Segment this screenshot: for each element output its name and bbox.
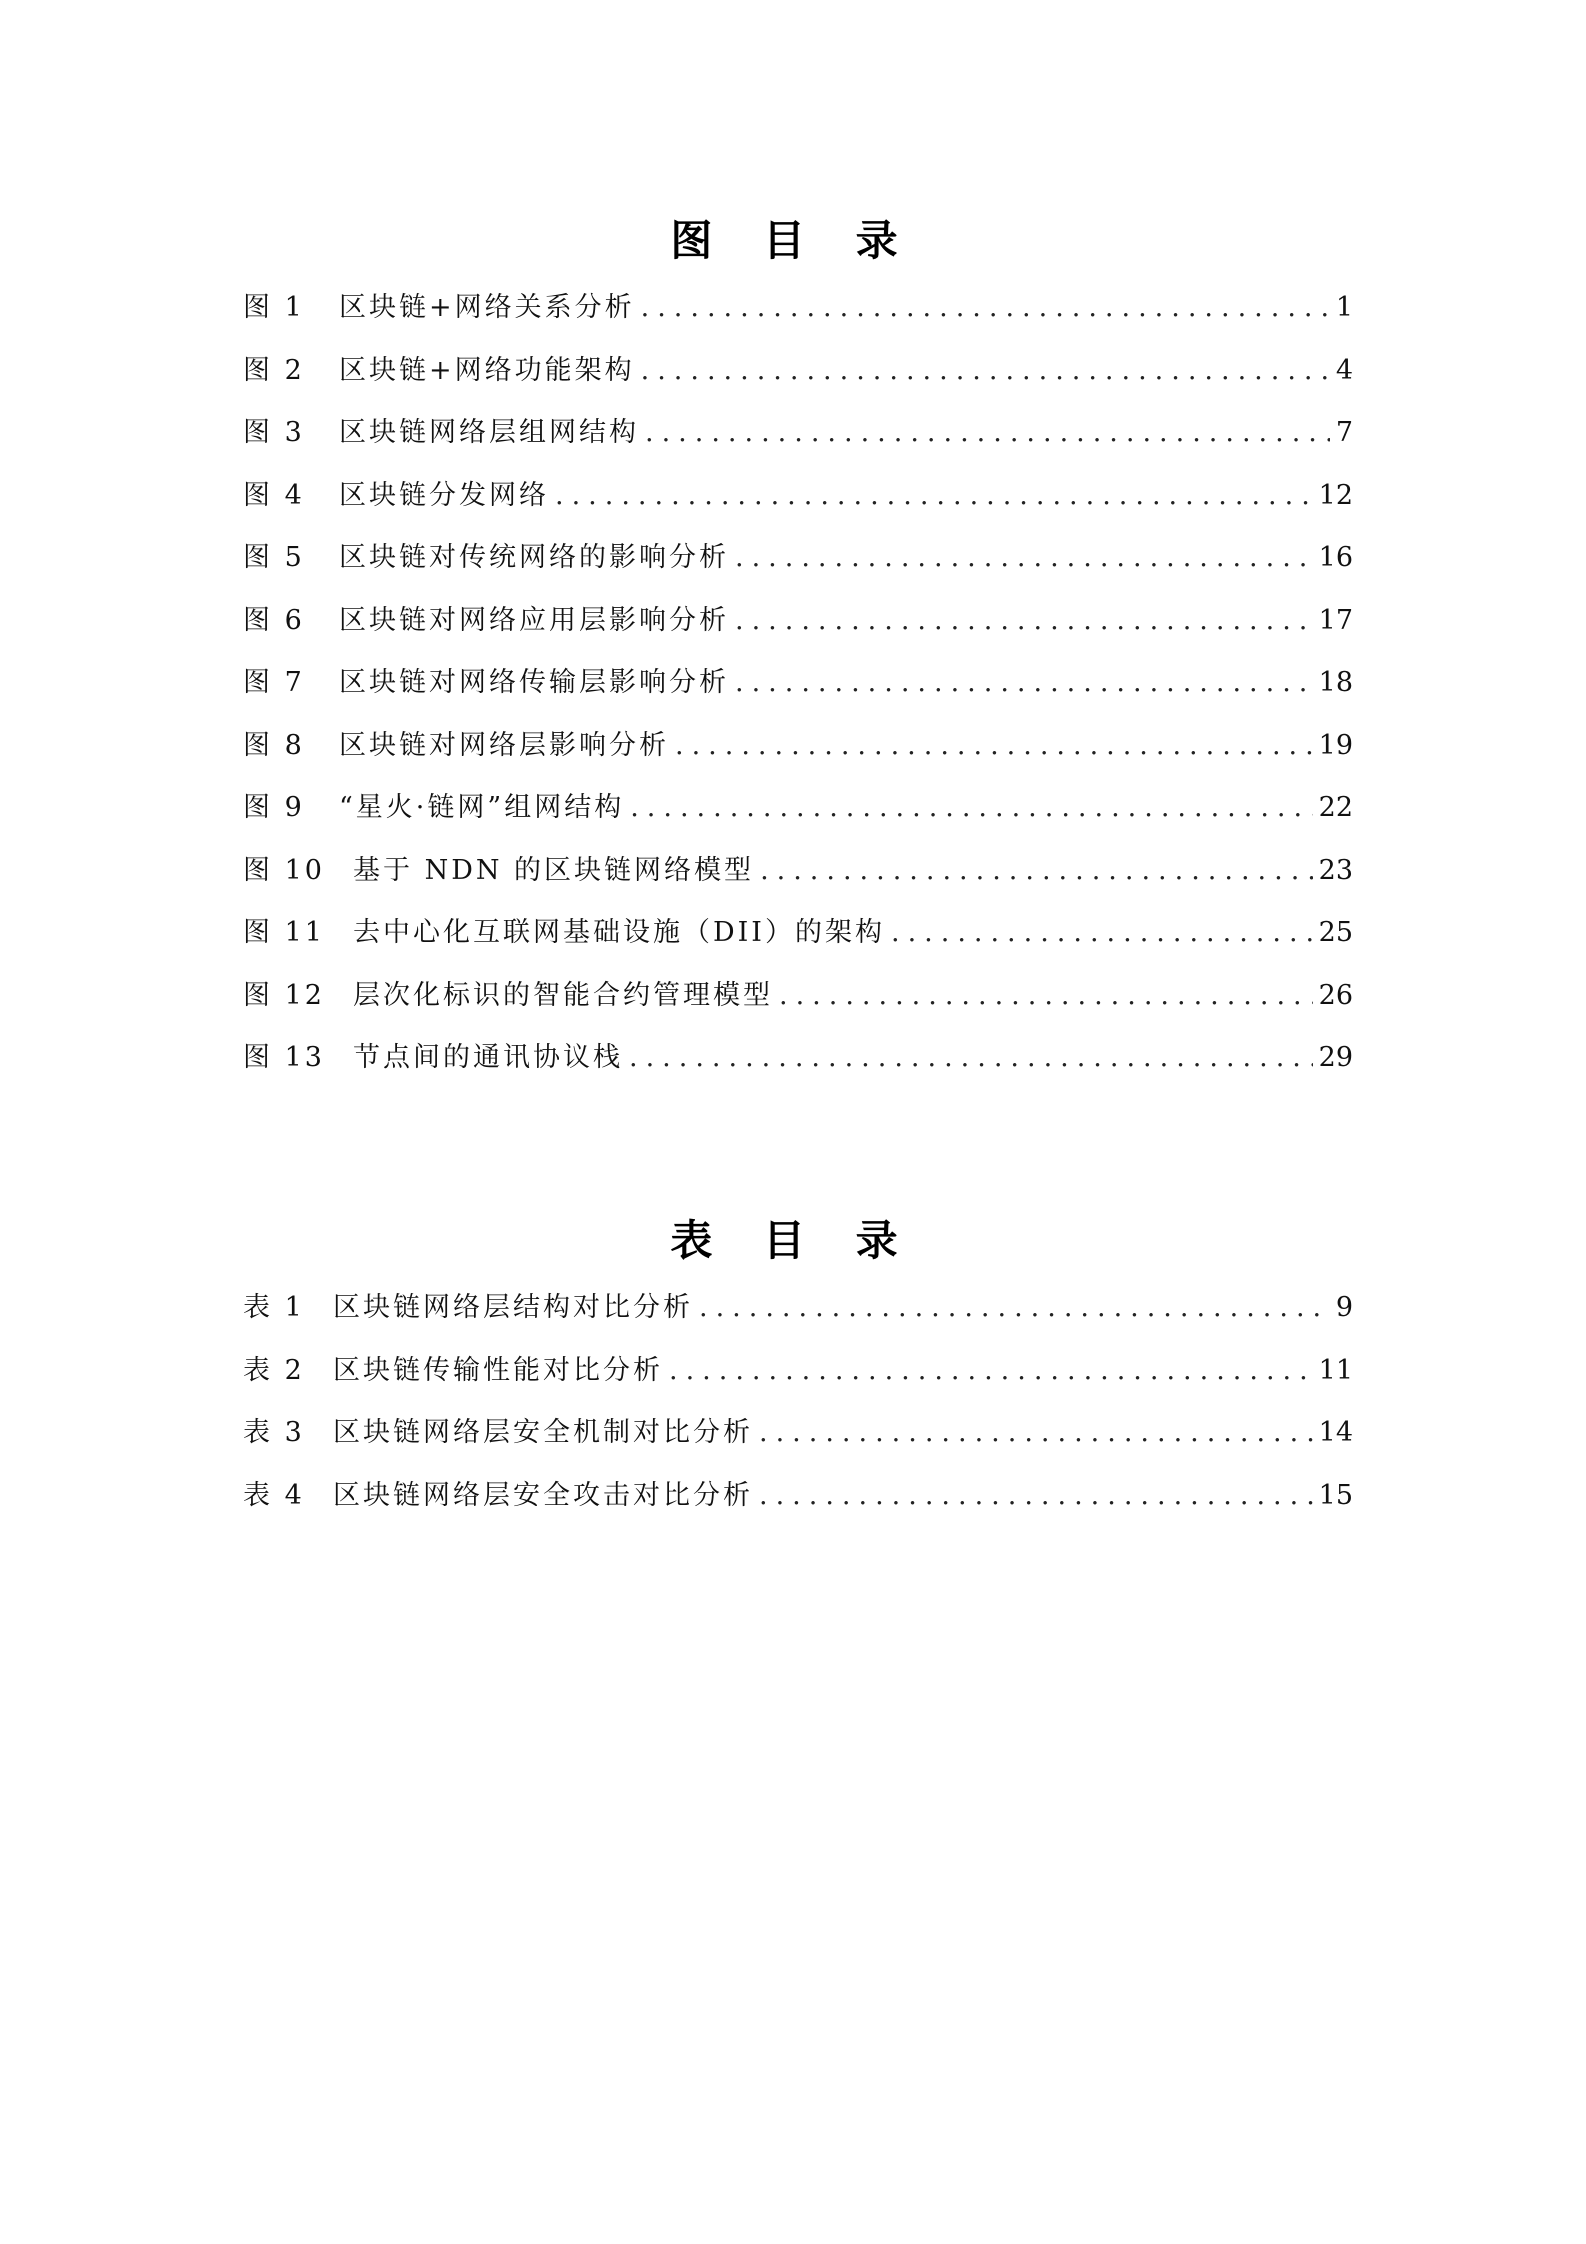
- figure-entry[interactable]: [243, 973, 1353, 1036]
- table-list-title: 表 目 录: [670, 1216, 916, 1265]
- table-entry[interactable]: [243, 1473, 1353, 1536]
- figure-entry[interactable]: [243, 285, 1353, 348]
- figure-entry[interactable]: [243, 660, 1353, 723]
- leader-dots: [735, 542, 1313, 573]
- figure-number: 图 12: [243, 979, 325, 1011]
- table-title: 区块链网络层结构对比分析: [333, 1292, 693, 1323]
- figure-entry[interactable]: [243, 848, 1353, 911]
- table-number: 表 3: [243, 1417, 305, 1448]
- leader-dots: [629, 1042, 1313, 1073]
- figure-number: 图 4: [243, 479, 305, 511]
- leader-dots: [641, 355, 1330, 386]
- table-entry[interactable]: [243, 1348, 1353, 1411]
- figure-title: 节点间的通讯协议栈: [353, 1042, 623, 1073]
- figure-title: 区块链对传统网络的影响分析: [339, 542, 729, 573]
- page-number: 25: [1318, 917, 1353, 948]
- figure-title: 区块链对网络传输层影响分析: [339, 667, 729, 698]
- table-number: 表 1: [243, 1292, 305, 1323]
- figure-title: 区块链网络层组网结构: [339, 417, 639, 448]
- table-entry[interactable]: [243, 1410, 1353, 1473]
- figure-title: 层次化标识的智能合约管理模型: [353, 979, 773, 1011]
- leader-dots: [645, 417, 1330, 448]
- leader-dots: [735, 667, 1313, 698]
- figure-number: 图 2: [243, 354, 305, 386]
- figure-number: 图 9: [243, 792, 305, 823]
- figure-entry[interactable]: [243, 535, 1353, 598]
- leader-dots: [779, 980, 1313, 1011]
- page-number: 16: [1318, 542, 1353, 573]
- figure-title: 区块链+网络关系分析: [339, 292, 635, 323]
- leader-dots: [641, 292, 1330, 323]
- table-number: 表 4: [243, 1479, 305, 1511]
- page-number: 4: [1335, 354, 1353, 386]
- page-number: 19: [1318, 729, 1353, 761]
- figure-entry[interactable]: [243, 723, 1353, 786]
- page-number: 7: [1335, 417, 1353, 448]
- table-entry[interactable]: [243, 1285, 1353, 1348]
- table-number: 表 2: [243, 1354, 305, 1386]
- figure-number: 图 7: [243, 667, 305, 698]
- table-title: 区块链网络层安全攻击对比分析: [333, 1479, 753, 1511]
- page-number: 14: [1318, 1417, 1353, 1448]
- leader-dots: [891, 917, 1313, 948]
- figure-title: 基于 NDN 的区块链网络模型: [353, 854, 755, 886]
- figure-entry[interactable]: [243, 910, 1353, 973]
- figure-entry[interactable]: [243, 348, 1353, 411]
- figure-entry[interactable]: [243, 785, 1353, 848]
- figure-list: [243, 285, 1353, 1098]
- page-number: 26: [1318, 979, 1353, 1011]
- figure-title: “星火·链网”组网结构: [339, 792, 625, 823]
- figure-title: 区块链对网络层影响分析: [339, 729, 669, 761]
- figure-entry[interactable]: [243, 598, 1353, 661]
- page-number: 11: [1318, 1354, 1353, 1386]
- page-number: 9: [1335, 1292, 1353, 1323]
- leader-dots: [699, 1292, 1330, 1323]
- leader-dots: [669, 1355, 1313, 1386]
- page-number: 1: [1335, 292, 1353, 323]
- page-number: 23: [1318, 854, 1353, 886]
- page-number: 29: [1318, 1042, 1353, 1073]
- leader-dots: [760, 855, 1313, 886]
- figure-entry[interactable]: [243, 473, 1353, 536]
- page-number: 15: [1318, 1479, 1353, 1511]
- leader-dots: [759, 1417, 1313, 1448]
- leader-dots: [555, 480, 1313, 511]
- table-list: [243, 1285, 1353, 1535]
- figure-number: 图 13: [243, 1042, 325, 1073]
- figure-number: 图 1: [243, 292, 305, 323]
- figure-number: 图 3: [243, 417, 305, 448]
- figure-list-title: 图 目 录: [670, 216, 916, 265]
- figure-number: 图 10: [243, 854, 325, 886]
- leader-dots: [735, 605, 1313, 636]
- figure-number: 图 6: [243, 604, 305, 636]
- figure-entry[interactable]: [243, 410, 1353, 473]
- page-number: 18: [1318, 667, 1353, 698]
- leader-dots: [675, 730, 1313, 761]
- page-number: 22: [1318, 792, 1353, 823]
- figure-title: 区块链+网络功能架构: [339, 354, 635, 386]
- figure-number: 图 5: [243, 542, 305, 573]
- figure-entry[interactable]: [243, 1035, 1353, 1098]
- figure-title: 区块链对网络应用层影响分析: [339, 604, 729, 636]
- figure-number: 图 11: [243, 917, 325, 948]
- page-number: 17: [1318, 604, 1353, 636]
- leader-dots: [630, 792, 1312, 823]
- leader-dots: [759, 1480, 1313, 1511]
- figure-title: 区块链分发网络: [339, 479, 549, 511]
- table-title: 区块链网络层安全机制对比分析: [333, 1417, 753, 1448]
- page-number: 12: [1318, 479, 1353, 511]
- figure-title: 去中心化互联网基础设施（DII）的架构: [353, 917, 885, 948]
- table-title: 区块链传输性能对比分析: [333, 1354, 663, 1386]
- figure-number: 图 8: [243, 729, 305, 761]
